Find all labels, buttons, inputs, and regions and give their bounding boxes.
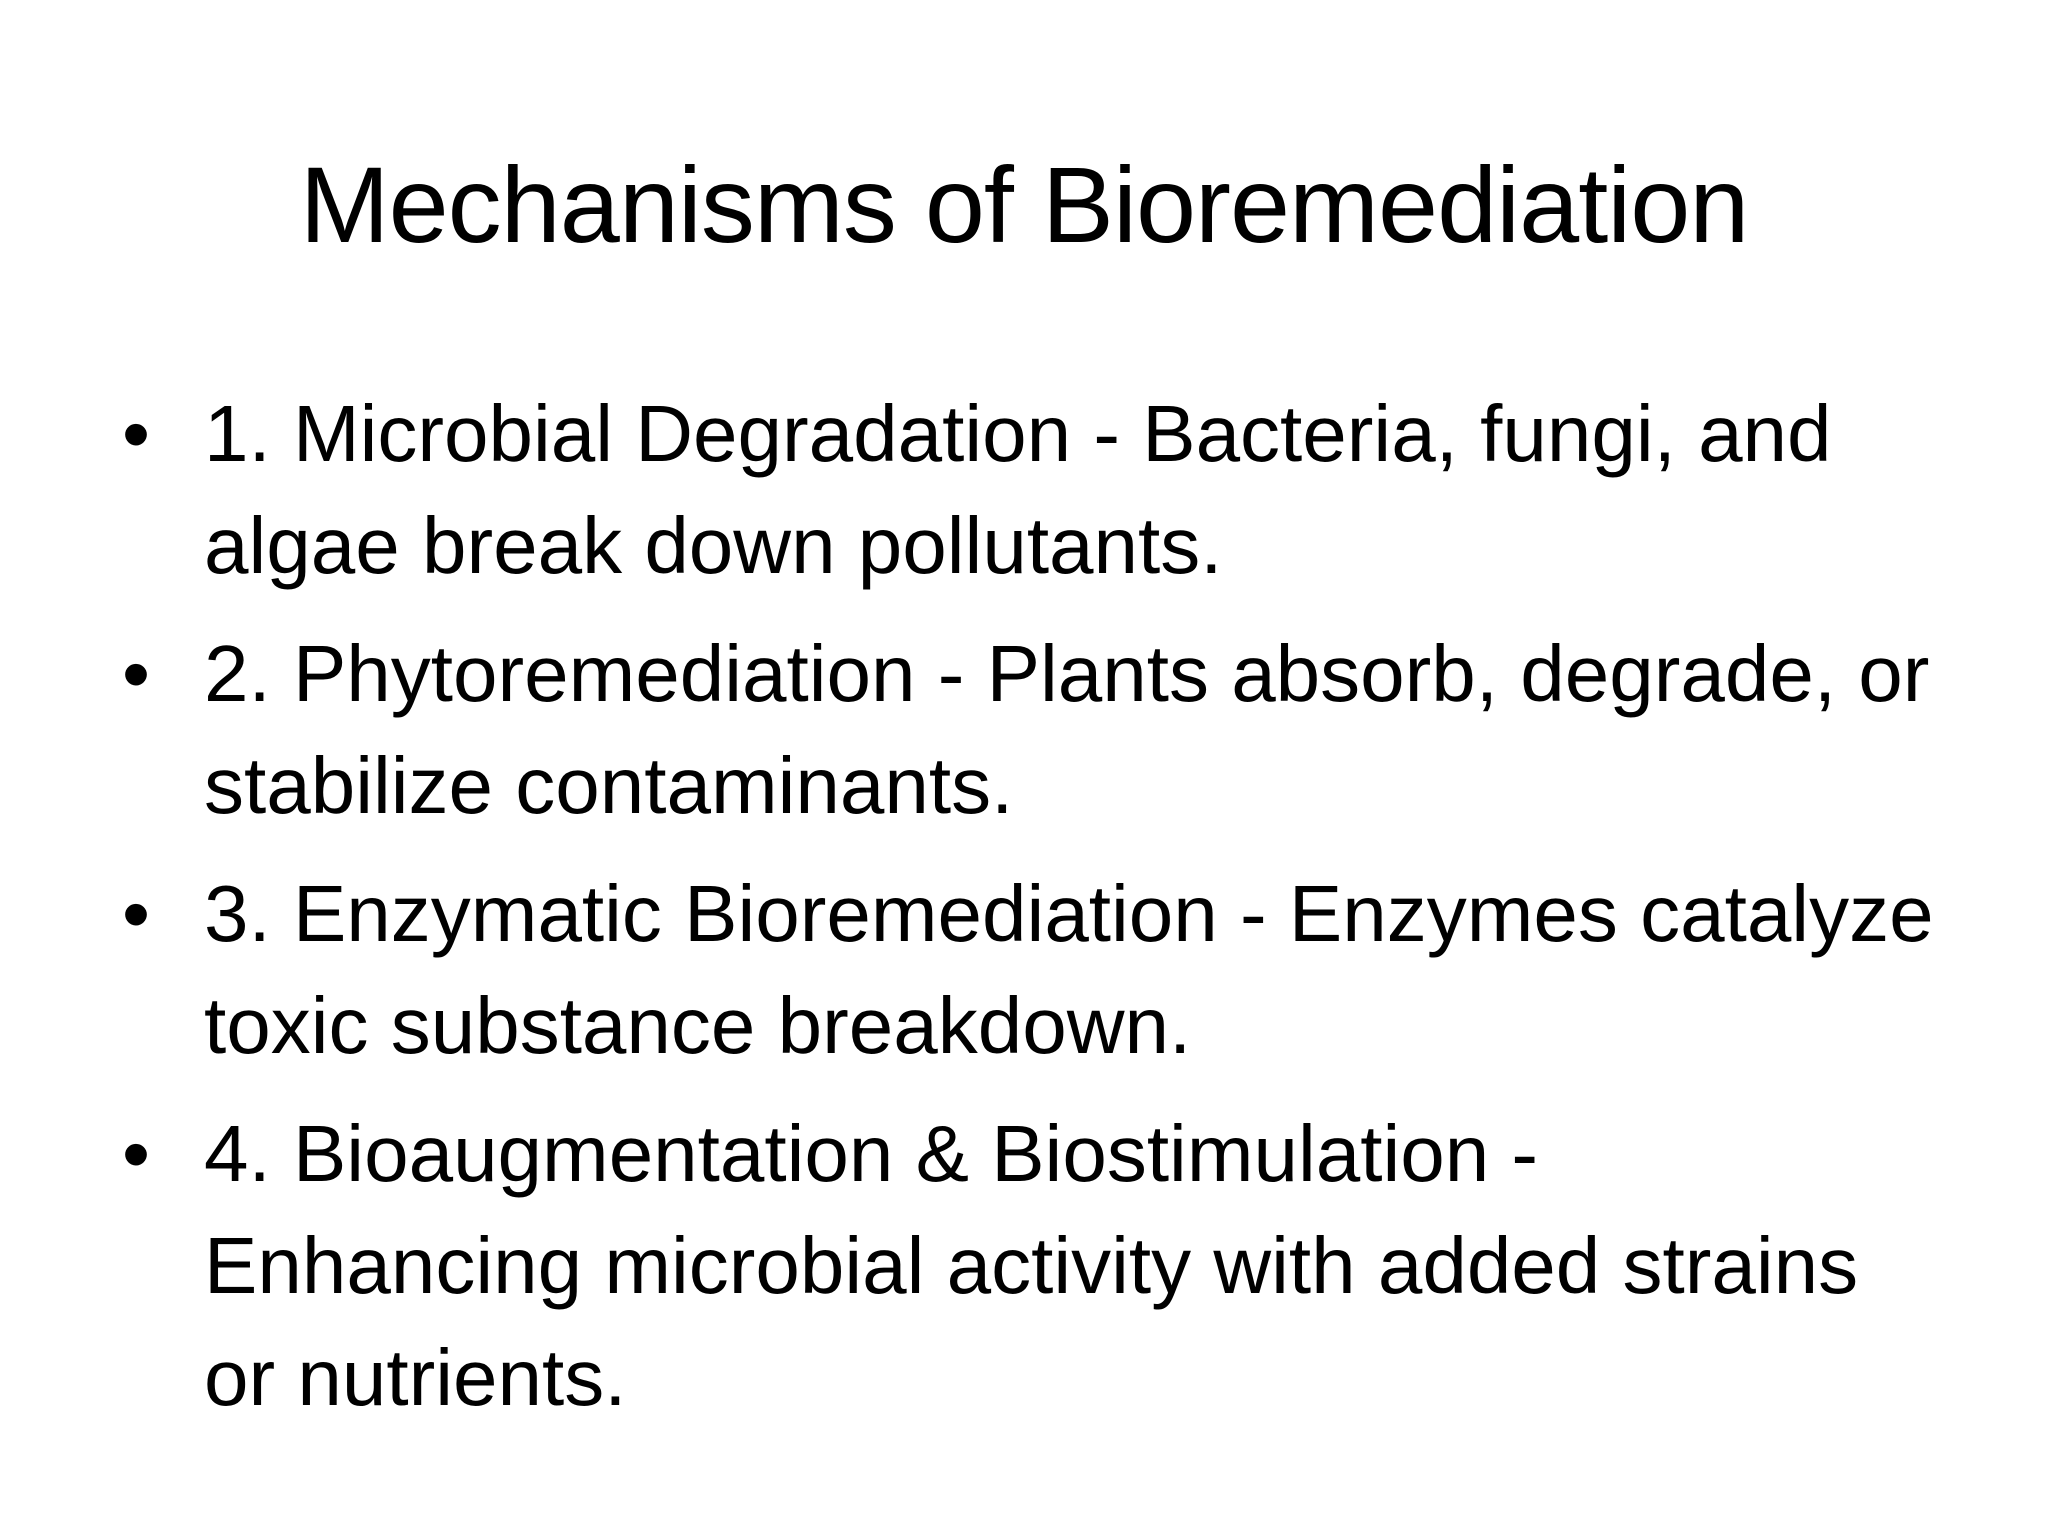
bullet-dot: • [122, 1109, 151, 1198]
bullet-list [118, 378, 1938, 1450]
bullet-text: 2. Phytoremediation - Plants absorb, degrade, or stabilize contaminants. [204, 629, 1930, 830]
bullet-item-1 [118, 378, 1938, 602]
bullet-text: 4. Bioaugmentation & Biostimulation - Enhancing microbial activity with added strains or nutrients. [204, 1109, 1859, 1422]
bullet-dot: • [122, 869, 151, 958]
bullet-dot: • [122, 389, 151, 478]
bullet-text: 3. Enzymatic Bioremediation - Enzymes catalyze toxic substance breakdown. [204, 869, 1934, 1070]
bullet-item-3 [118, 858, 1938, 1082]
bullet-item-4 [118, 1098, 1938, 1434]
bullet-item-2 [118, 618, 1938, 842]
bullet-text: 1. Microbial Degradation - Bacteria, fungi, and algae break down pollutants. [204, 389, 1832, 590]
bullet-dot: • [122, 629, 151, 718]
slide-title: Mechanisms of Bioremediation [299, 144, 1749, 265]
